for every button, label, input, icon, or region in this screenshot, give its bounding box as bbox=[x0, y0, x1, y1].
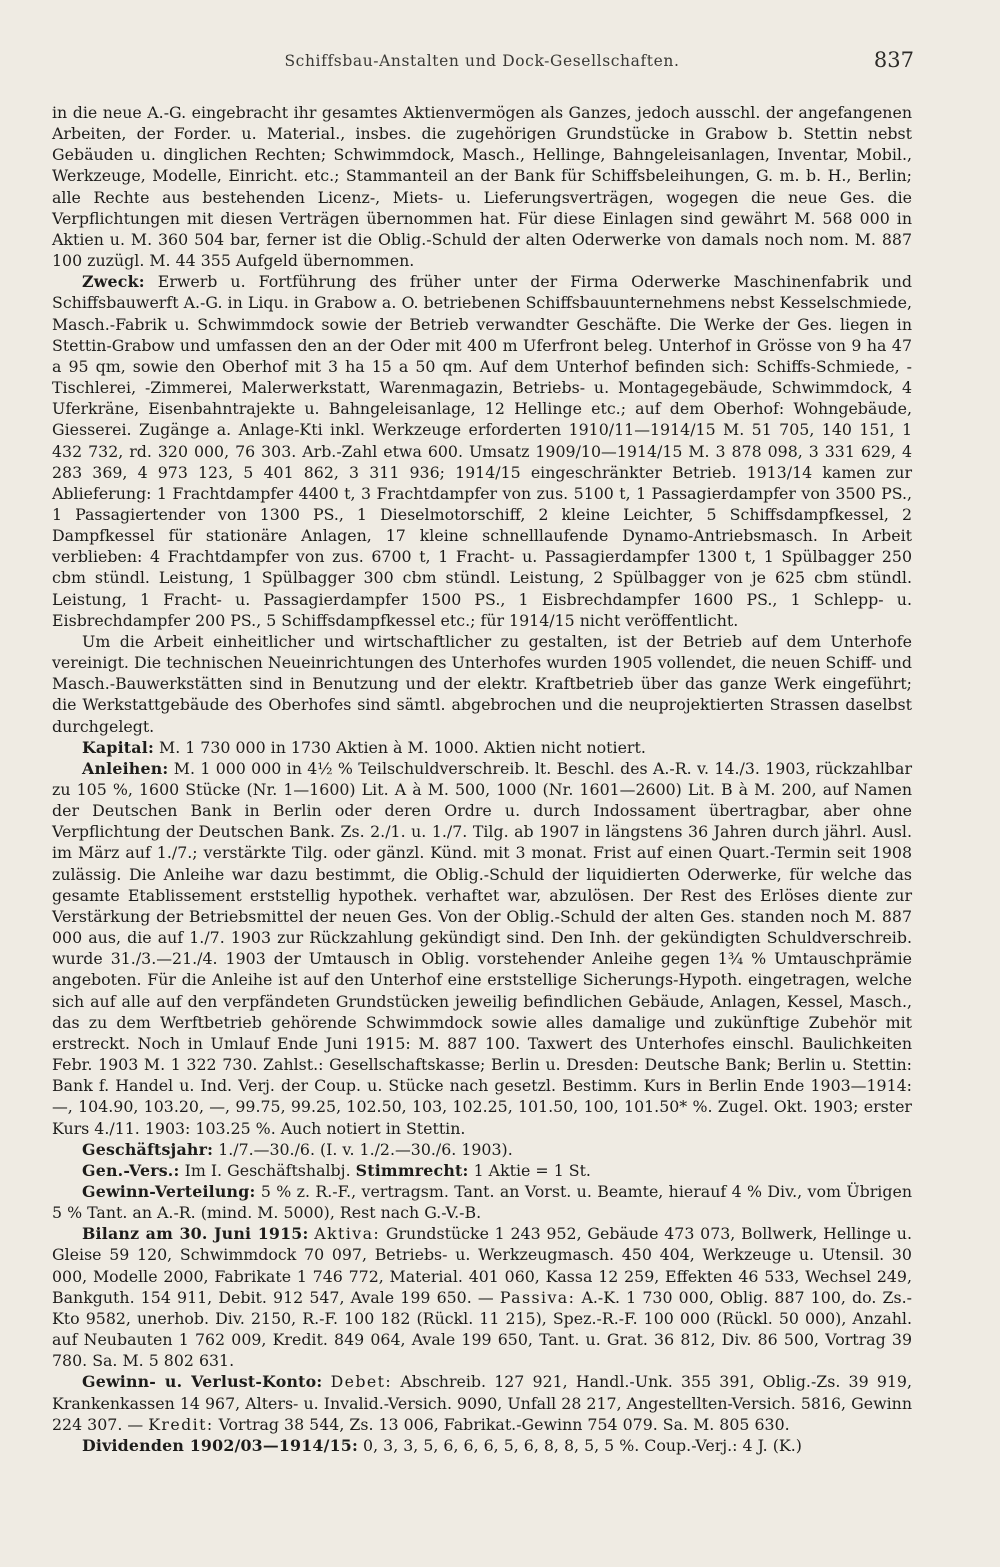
kredit-label: Kredit: bbox=[148, 1414, 214, 1434]
paragraph-anleihen bbox=[52, 758, 912, 1139]
paragraph-zweck bbox=[52, 271, 912, 631]
kapital-label: Kapital: bbox=[82, 737, 154, 757]
gewinn-verlust-label: Gewinn- u. Verlust-Konto: bbox=[82, 1372, 323, 1392]
dividenden-label: Dividenden 1902/03—1914/15: bbox=[82, 1435, 359, 1455]
passiva-text: A.-K. 1 730 000, Oblig. 887 100, do. Zs.-Kto 9582, unerhob. Div. 2150, R.-F. 100 182 (Rückl. 11 215), Spez.-R.-F. 100 000 (Rückl. 50 000), Anzahl. auf Neubauten 1 762 009, Kredit. 849 064, Avale 199 650, Tant. u. Grat. 36 812, Div. 86 500, Vortrag 39 780. Sa. M. 5 802 631. bbox=[52, 1287, 912, 1371]
gewinn-verteilung-label: Gewinn-Verteilung: bbox=[82, 1181, 256, 1201]
paragraph-gewinn-verlust bbox=[52, 1371, 912, 1434]
geschaeftsjahr-text: 1./7.—30./6. (I. v. 1./2.—30./6. 1903). bbox=[218, 1139, 513, 1159]
paragraph-geschaeftsjahr bbox=[52, 1139, 912, 1160]
stimmrecht-label: Stimmrecht: bbox=[355, 1160, 469, 1180]
section-title: Schiffsbau-Anstalten und Dock-Gesellschaften. bbox=[284, 52, 680, 70]
anleihen-label: Anleihen: bbox=[82, 758, 169, 778]
paragraph-gen-vers bbox=[52, 1160, 912, 1181]
paragraph-einbringung: in die neue A.-G. eingebracht ihr gesamtes Aktienvermögen als Ganzes, jedoch ausschl. der angefangenen Arbeiten, der Forder. u. Material., insbes. die zugehörigen Grundstücke in Grabow b. Stettin nebst Gebäuden u. dinglichen Rechten; Schwimmdock, Masch., Hellinge, Bahngeleisanlagen, Inventar, Mobil., Werkzeuge, Modelle, Einricht. etc.; Stammanteil an der Bank für Schiffsbeleihungen, G. m. b. H., Berlin; alle Rechte aus bestehenden Licenz-, Miets- u. Lieferungsverträgen, wogegen die neue Ges. die Verpflichtungen mit diesen Verträgen übernommen hat. Für diese Einlagen sind gewährt M. 568 000 in Aktien u. M. 360 504 bar, ferner ist die Oblig.-Schuld der alten Oderwerke von damals noch nom. M. 887 100 zuzügl. M. 44 355 Aufgeld übernommen. bbox=[52, 103, 912, 271]
anleihen-text: M. 1 000 000 in 4½ % Teilschuldverschreib. lt. Beschl. des A.-R. v. 14./3. 1903, rückzahlbar zu 105 %, 1600 Stücke (Nr. 1—1600) Lit. A à M. 500, 1000 (Nr. 1601—2600) Lit. B à M. 200, auf Namen der Deutschen Bank in Berlin oder deren Ordre u. durch Indossament übertragbar, aber ohne Verpflichtung der Deutschen Bank. Zs. 2./1. u. 1./7. Tilg. ab 1907 in längstens 36 Jahren durch jährl. Ausl. im März auf 1./7.; verstärkte Tilg. oder gänzl. Künd. mit 3 monat. Frist auf einen Quart.-Termin seit 1908 zulässig. Die Anleihe war dazu bestimmt, die Oblig.-Schuld der liquidierten Oderwerke, für welche das gesamte Etablissement erststellig hypothek. verhaftet war, abzulösen. Der Rest des Erlöses diente zur Verstärkung der Betriebsmittel der neuen Ges. Von der Oblig.-Schuld der alten Ges. standen noch M. 887 000 aus, die auf 1./7. 1903 zur Rückzahlung gekündigt sind. Den Inh. der gekündigten Schuldverschreib. wurde 31./3.—21./4. 1903 der Umtausch in Oblig. vorstehender Anleihe gegen 1¾ % Umtauschprämie angeboten. Für die Anleihe ist auf den Unterhof eine erststellige Sicherungs-Hypoth. eingetragen, welche sich auf alle auf den verpfändeten Grundstücken jeweilig befindlichen Gebäude, Anlagen, Kessel, Masch., das zu dem Werftbetrieb gehörende Schwimmdock sowie alles damalige und zukünftige Zubehör mit erstreckt. Noch in Umlauf Ende Juni 1915: M. 887 100. Taxwert des Unterhofes einschl. Baulichkeiten Febr. 1903 M. 1 322 730. Zahlst.: Gesellschaftskasse; Berlin u. Dresden: Deutsche Bank; Berlin u. Stettin: Bank f. Handel u. Ind. Verj. der Coup. u. Stücke nach gesetzl. Bestimm. Kurs in Berlin Ende 1903—1914: —, 104.90, 103.20, —, 99.75, 99.25, 102.50, 103, 102.25, 101.50, 100, 101.50* %. Zugel. Okt. 1903; erster Kurs 4./11. 1903: 103.25 %. Auch notiert in Stettin. bbox=[52, 758, 912, 1138]
gen-vers-text: Im I. Geschäftshalbj. bbox=[184, 1160, 351, 1180]
paragraph-gewinn-verteilung bbox=[52, 1181, 912, 1223]
geschaeftsjahr-label: Geschäftsjahr: bbox=[82, 1139, 214, 1159]
paragraph-dividenden bbox=[52, 1435, 912, 1456]
passiva-label: Passiva: bbox=[499, 1287, 576, 1307]
body-text bbox=[52, 102, 912, 1456]
zweck-text: Erwerb u. Fortführung des früher unter der Firma Oderwerke Maschinenfabrik und Schiffsbauwerft A.-G. in Liqu. in Grabow a. O. betriebenen Schiffsbauunternehmens nebst Kesselschmiede, Masch.-Fabrik u. Schwimmdock sowie der Betrieb verwandter Geschäfte. Die Werke der Ges. liegen in Stettin-Grabow und umfassen den an der Oder mit 400 m Uferfront beleg. Unterhof in Grösse von 9 ha 47 a 95 qm, sowie den Oberhof mit 3 ha 15 a 50 qm. Auf dem Unterhof befinden sich: Schiffs-Schmiede, -Tischlerei, -Zimmerei, Malerwerkstatt, Warenmagazin, Betriebs- u. Montagegebäude, Schwimmdock, 4 Uferkräne, Eisenbahntrajekte u. Bahngeleisanlage, 12 Hellinge etc.; auf dem Oberhof: Wohngebäude, Giesserei. Zugänge a. Anlage-Kti inkl. Werkzeuge erforderten 1910/11—1914/15 M. 51 705, 140 151, 1 432 732, rd. 320 000, 76 303. Arb.-Zahl etwa 600. Umsatz 1909/10—1914/15 M. 3 878 098, 3 331 629, 4 283 369, 4 973 123, 5 401 862, 3 311 936; 1914/15 eingeschränkter Betrieb. 1913/14 kamen zur Ablieferung: 1 Frachtdampfer 4400 t, 3 Frachtdampfer von zus. 5100 t, 1 Passagierdampfer von 3500 PS., 1 Passagiertender von 1300 PS., 1 Dieselmotorschiff, 2 kleine Leichter, 5 Schiffsdampfkessel, 2 Dampfkessel für stationäre Anlagen, 17 kleine schnelllaufende Dynamo-Antriebsmasch. In Arbeit verblieben: 4 Frachtdampfer von zus. 6700 t, 1 Fracht- u. Passagierdampfer 1300 t, 1 Spülbagger 250 cbm stündl. Leistung, 1 Spülbagger 300 cbm stündl. Leistung, 2 Spülbagger von je 625 cbm stündl. Leistung, 1 Fracht- u. Passagierdampfer 1500 PS., 1 Eisbrechdampfer 1600 PS., 1 Schlepp- u. Eisbrechdampfer 200 PS., 5 Schiffsdampfkessel etc.; für 1914/15 nicht veröffentlicht. bbox=[52, 272, 912, 630]
gen-vers-label: Gen.-Vers.: bbox=[82, 1160, 180, 1180]
bilanz-label: Bilanz am 30. Juni 1915: bbox=[82, 1224, 309, 1244]
debet-text: Abschreib. 127 921, Handl.-Unk. 355 391, Oblig.-Zs. 39 919, Krankenkassen 14 967, Alters- u. Invalid.-Versich. 9090, Unfall 28 217, Angestellten-Versich. 5816, Gewinn 224 307. — bbox=[52, 1372, 912, 1434]
gewinn-verteilung-text: 5 % z. R.-F., vertragsm. Tant. an Vorst. u. Beamte, hierauf 4 % Div., vom Übrigen 5 % Tant. an A.-R. (mind. M. 5000), Rest nach G.-V.-B. bbox=[52, 1181, 912, 1223]
stimmrecht-text: 1 Aktie = 1 St. bbox=[473, 1160, 591, 1180]
paragraph-kapital bbox=[52, 737, 912, 758]
zweck-label: Zweck: bbox=[82, 272, 145, 292]
debet-label: Debet: bbox=[330, 1372, 393, 1392]
paragraph-betrieb: Um die Arbeit einheitlicher und wirtschaftlicher zu gestalten, ist der Betrieb auf dem Unterhofe vereinigt. Die technischen Neueinrichtungen des Unterhofes wurden 1905 vollendet, die neuen Schiff- und Masch.-Bauwerkstätten sind in Benutzung und der elektr. Kraftbetrieb über das ganze Werk eingeführt; die Werkstattgebäude des Oberhofes sind sämtl. abgebrochen und die neuprojektierten Strassen daselbst durchgelegt. bbox=[52, 631, 912, 736]
aktiva-text: Grundstücke 1 243 952, Gebäude 473 073, Bollwerk, Hellinge u. Gleise 59 120, Schwimmdock 70 097, Betriebs- u. Werkzeugmasch. 450 404, Werkzeuge u. Utensil. 30 000, Modelle 2000, Fabrikate 1 746 772, Material. 401 060, Kassa 12 259, Effekten 46 533, Wechsel 249, Bankguth. 154 911, Debit. 912 547, Avale 199 650. — bbox=[52, 1224, 912, 1307]
kapital-text: M. 1 730 000 in 1730 Aktien à M. 1000. Aktien nicht notiert. bbox=[159, 737, 646, 757]
running-header bbox=[52, 44, 912, 80]
paragraph-bilanz bbox=[52, 1223, 912, 1371]
dividenden-text: 0, 3, 3, 5, 6, 6, 6, 5, 6, 8, 8, 5, 5 %. Coup.-Verj.: 4 J. (K.) bbox=[363, 1435, 802, 1455]
page-number: 837 bbox=[873, 48, 914, 72]
aktiva-label: Aktiva: bbox=[314, 1224, 381, 1244]
kredit-text: Vortrag 38 544, Zs. 13 006, Fabrikat.-Gewinn 754 079. Sa. M. 805 630. bbox=[218, 1414, 790, 1434]
